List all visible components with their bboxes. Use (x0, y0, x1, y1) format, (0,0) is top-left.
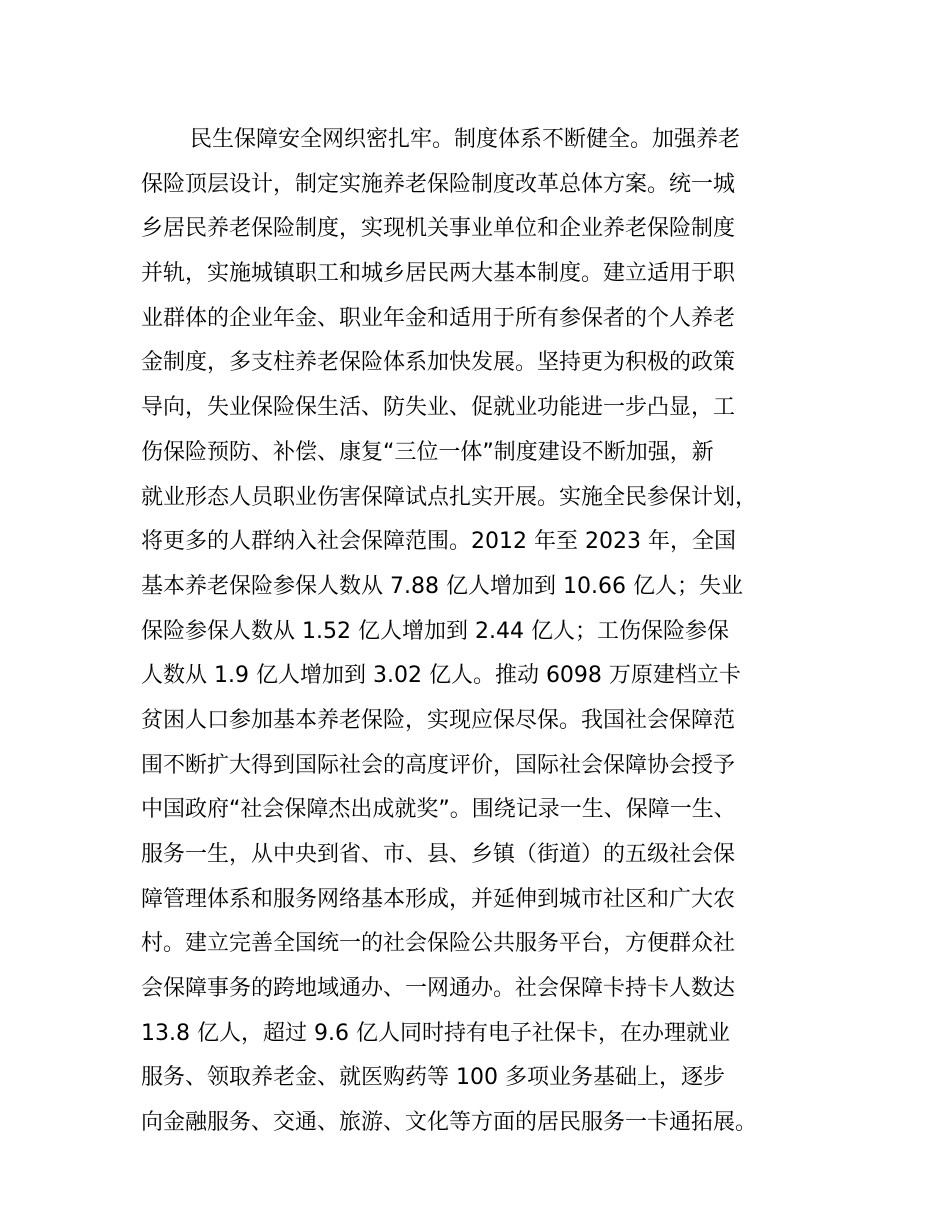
paragraph-line: 基本养老保险参保人数从 7.88 亿人增加到 10.66 亿人；失业 (141, 573, 743, 599)
paragraph-line: 就业形态人员职业伤害保障试点扎实开展。实施全民参保计划， (141, 484, 758, 510)
paragraph-line: 贫困人口参加基本养老保险，实现应保尽保。我国社会保障范 (141, 707, 736, 733)
paragraph-line: 将更多的人群纳入社会保障范围。2012 年至 2023 年，全国 (141, 529, 736, 555)
paragraph-line: 障管理体系和服务网络基本形成，并延伸到城市社区和广大农 (141, 886, 736, 912)
paragraph-line: 村。建立完善全国统一的社会保险公共服务平台，方便群众社 (141, 931, 736, 957)
paragraph-line: 业群体的企业年金、职业年金和适用于所有参保者的个人养老 (141, 305, 736, 331)
paragraph-line: 13.8 亿人，超过 9.6 亿人同时持有电子社保卡，在办理就业 (141, 1020, 730, 1046)
paragraph-line: 中国政府“社会保障杰出成就奖”。围绕记录一生、保障一生、 (141, 797, 736, 823)
paragraph-line: 保险参保人数从 1.52 亿人增加到 2.44 亿人；工伤保险参保 (141, 618, 729, 644)
paragraph-line: 会保障事务的跨地域通办、一网通办。社会保障卡持卡人数达 (141, 976, 736, 1002)
paragraph-line: 向金融服务、交通、旅游、文化等方面的居民服务一卡通拓展。 (141, 1110, 758, 1136)
paragraph-line: 并轨，实施城镇职工和城乡居民两大基本制度。建立适用于职 (141, 261, 736, 287)
paragraph-line: 导向，失业保险保生活、防失业、促就业功能进一步凸显，工 (141, 395, 736, 421)
body-paragraph (141, 118, 841, 1146)
paragraph-line: 民生保障安全网织密扎牢。制度体系不断健全。加强养老 (190, 127, 741, 152)
paragraph-line: 服务一生，从中央到省、市、县、乡镇（街道）的五级社会保 (141, 842, 736, 867)
paragraph-line: 金制度，多支柱养老保险体系加快发展。坚持更为积极的政策 (141, 350, 736, 376)
paragraph-line: 围不断扩大得到国际社会的高度评价，国际社会保障协会授予 (141, 752, 736, 778)
paragraph-line: 保险顶层设计，制定实施养老保险制度改革总体方案。统一城 (141, 171, 736, 197)
paragraph-line: 乡居民养老保险制度，实现机关事业单位和企业养老保险制度 (141, 216, 736, 242)
paragraph-line: 服务、领取养老金、就医购药等 100 多项业务基础上，逐步 (141, 1065, 725, 1091)
paragraph-line: 伤保险预防、补偿、康复“三位一体”制度建设不断加强，新 (141, 439, 714, 465)
paragraph-line: 人数从 1.9 亿人增加到 3.02 亿人。推动 6098 万原建档立卡 (141, 663, 741, 689)
